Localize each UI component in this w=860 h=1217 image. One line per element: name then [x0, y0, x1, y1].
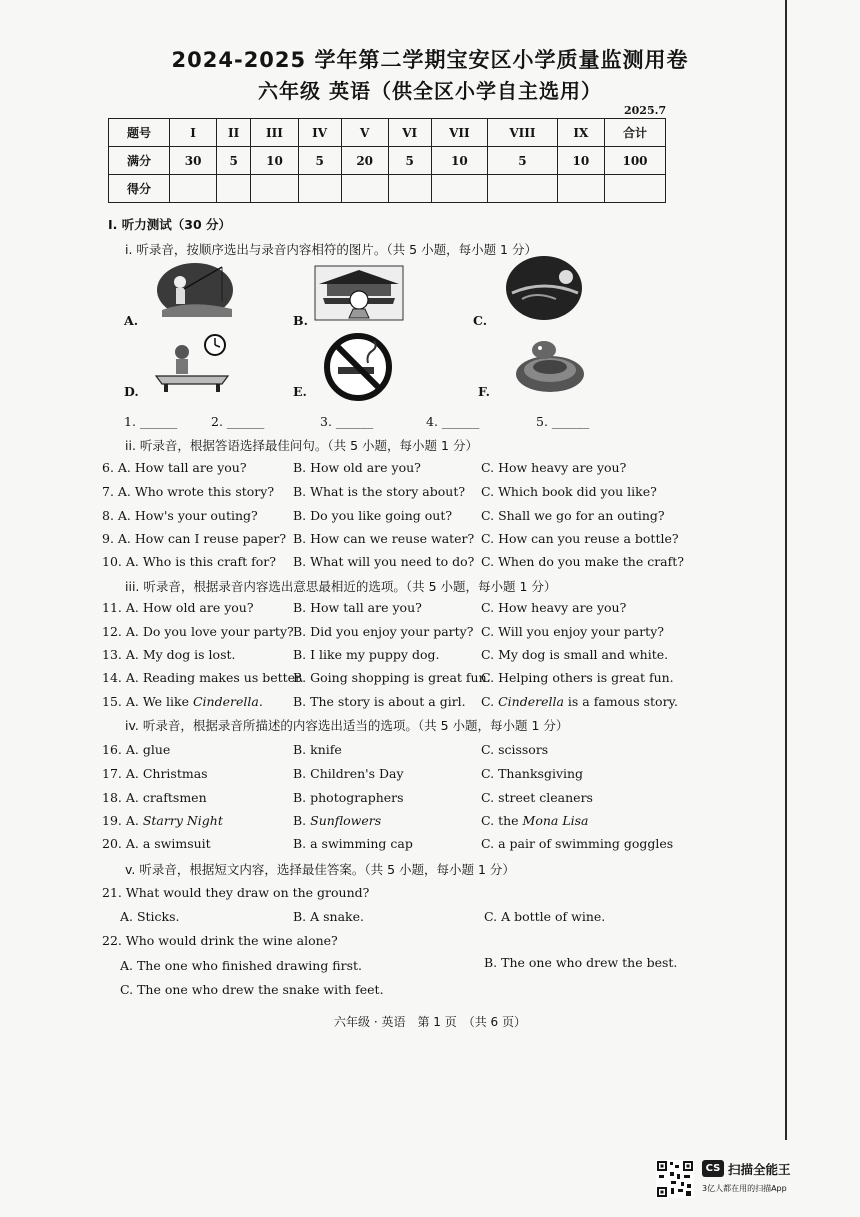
question-stem: 22. Who would drink the wine alone? [102, 933, 338, 948]
part-iv-instruction: iv. 听录音，根据录音所描述的内容选出适当的选项。（共 5 小题，每小题 1 分） [125, 718, 569, 733]
full-mark-cell: 100 [605, 147, 666, 175]
no-smoking-icon [322, 331, 394, 403]
option-a[interactable]: 14. A. Reading makes us better. [102, 670, 304, 685]
option-a[interactable]: 7. A. Who wrote this story? [102, 484, 275, 499]
full-mark-cell: 5 [217, 147, 251, 175]
qr-code-icon[interactable] [656, 1160, 694, 1198]
option-text: . [258, 694, 263, 709]
option-b[interactable]: B. Going shopping is great fun. [293, 670, 491, 685]
col-header: I [170, 119, 217, 147]
exam-title: 2024-2025 学年第二学期宝安区小学质量监测用卷 [171, 48, 689, 72]
full-mark-cell: 10 [251, 147, 298, 175]
row-label: 得分 [109, 175, 170, 203]
picture-label: A. [124, 313, 139, 328]
score-cell[interactable] [341, 175, 388, 203]
option-b[interactable]: B. a swimming cap [293, 836, 413, 851]
book-title: Cinderella [192, 694, 259, 709]
option-b[interactable]: B. The one who drew the best. [484, 955, 678, 970]
col-header: VI [388, 119, 431, 147]
part-iii-instruction: iii. 听录音，根据录音内容选出意思最相近的选项。（共 5 小题，每小题 1 分） [125, 579, 557, 594]
page-edge-line [785, 0, 787, 1140]
option-a[interactable]: 17. A. Christmas [102, 766, 208, 781]
option-a[interactable]: 13. A. My dog is lost. [102, 647, 236, 662]
option-b[interactable]: B. How can we reuse water? [293, 531, 475, 546]
option-text: C. [481, 694, 499, 709]
score-cell[interactable] [170, 175, 217, 203]
option-c[interactable]: C. Thanksgiving [481, 766, 584, 781]
option-c[interactable]: C. The one who drew the snake with feet. [120, 982, 384, 997]
option-a[interactable] [102, 813, 223, 828]
option-b[interactable]: B. Children's Day [293, 766, 404, 781]
answer-blank[interactable]: 2. ______ [211, 414, 265, 429]
picture-label: F. [478, 384, 490, 399]
col-header-total: 合计 [605, 119, 666, 147]
option-c[interactable]: C. Which book did you like? [481, 484, 657, 499]
option-c[interactable]: C. a pair of swimming goggles [481, 836, 674, 851]
option-b[interactable] [293, 813, 381, 828]
option-c[interactable] [481, 694, 678, 709]
row-label: 满分 [109, 147, 170, 175]
answer-blank[interactable]: 4. ______ [426, 414, 480, 429]
picture-label: E. [293, 384, 307, 399]
score-table-row-number [109, 119, 666, 147]
page-footer: 六年级 · 英语 第 1 页 （共 6 页） [334, 1015, 526, 1029]
swimming-picture [504, 253, 586, 323]
score-table [108, 118, 666, 203]
col-header: III [251, 119, 298, 147]
option-a[interactable]: 18. A. craftsmen [102, 790, 207, 805]
answer-blank[interactable]: 3. ______ [320, 414, 374, 429]
full-mark-cell: 5 [488, 147, 558, 175]
option-b[interactable]: B. How tall are you? [293, 600, 422, 615]
answer-blank[interactable]: 5. ______ [536, 414, 590, 429]
score-cell[interactable] [557, 175, 604, 203]
picture-label: D. [124, 384, 139, 399]
option-a[interactable]: 6. A. How tall are you? [102, 460, 247, 475]
option-a[interactable]: 9. A. How can I reuse paper? [102, 531, 287, 546]
painting-title: Starry Night [142, 813, 223, 828]
painting-title: Mona Lisa [522, 813, 589, 828]
option-b[interactable]: B. knife [293, 742, 342, 757]
option-a[interactable]: 20. A. a swimsuit [102, 836, 211, 851]
score-cell[interactable] [605, 175, 666, 203]
option-text: 15. A. We like [102, 694, 193, 709]
craft-table-picture [152, 332, 234, 394]
score-cell[interactable] [251, 175, 298, 203]
option-c[interactable]: C. How heavy are you? [481, 600, 627, 615]
score-cell[interactable] [431, 175, 487, 203]
option-c[interactable]: C. street cleaners [481, 790, 593, 805]
col-header: VIII [488, 119, 558, 147]
score-cell[interactable] [488, 175, 558, 203]
snake-picture [510, 330, 588, 398]
part-ii-instruction: ii. 听录音，根据答语选择最佳问句。（共 5 小题，每小题 1 分） [125, 438, 478, 453]
option-b[interactable]: B. How old are you? [293, 460, 421, 475]
option-a[interactable]: A. Sticks. [120, 909, 180, 924]
scanner-tagline: 3亿人都在用的扫描App [702, 1184, 787, 1193]
option-a[interactable]: 16. A. glue [102, 742, 171, 757]
option-c[interactable]: C. When do you make the craft? [481, 554, 684, 569]
palace-girl-picture [313, 262, 405, 324]
row-label: 题号 [109, 119, 170, 147]
full-mark-cell: 10 [557, 147, 604, 175]
full-mark-cell: 30 [170, 147, 217, 175]
score-cell[interactable] [217, 175, 251, 203]
option-c[interactable]: C. Shall we go for an outing? [481, 508, 665, 523]
option-b[interactable]: B. A snake. [293, 909, 364, 924]
exam-date: 2025.7 [624, 104, 667, 117]
col-header: VII [431, 119, 487, 147]
option-text: is a famous story. [563, 694, 678, 709]
option-b[interactable]: B. Do you like going out? [293, 508, 453, 523]
book-title: Cinderella [498, 694, 564, 709]
option-c[interactable] [481, 813, 588, 828]
score-cell[interactable] [388, 175, 431, 203]
score-table-row-full-marks [109, 147, 666, 175]
option-b[interactable]: B. Did you enjoy your party? [293, 624, 474, 639]
option-c[interactable]: C. Helping others is great fun. [481, 670, 674, 685]
scanner-app-name: 扫描全能王 [728, 1162, 791, 1177]
option-a[interactable]: A. The one who finished drawing first. [120, 958, 363, 973]
scanner-logo: CS [702, 1160, 724, 1177]
col-header: IX [557, 119, 604, 147]
exam-subtitle: 六年级 英语（供全区小学自主选用） [258, 79, 602, 103]
option-b[interactable]: B. What is the story about? [293, 484, 466, 499]
full-mark-cell: 10 [431, 147, 487, 175]
option-c[interactable]: C. scissors [481, 742, 549, 757]
option-c[interactable]: C. My dog is small and white. [481, 647, 669, 662]
fishing-scene-picture [150, 255, 235, 320]
option-a[interactable]: 8. A. How's your outing? [102, 508, 258, 523]
col-header: IV [298, 119, 341, 147]
section-title: I. 听力测试（30 分） [108, 217, 231, 232]
option-a[interactable]: 12. A. Do you love your party? [102, 624, 294, 639]
option-b[interactable]: B. What will you need to do? [293, 554, 475, 569]
painting-title: Sunflowers [310, 813, 382, 828]
score-table-row-score [109, 175, 666, 203]
full-mark-cell: 5 [388, 147, 431, 175]
question-stem: 21. What would they draw on the ground? [102, 885, 370, 900]
option-c[interactable]: C. Will you enjoy your party? [481, 624, 664, 639]
option-b[interactable]: B. photographers [293, 790, 404, 805]
option-a[interactable]: 11. A. How old are you? [102, 600, 254, 615]
picture-label: C. [473, 313, 488, 328]
option-text: C. the [481, 813, 523, 828]
option-text: 19. A. [102, 813, 143, 828]
col-header: V [341, 119, 388, 147]
option-c[interactable]: C. How can you reuse a bottle? [481, 531, 679, 546]
full-mark-cell: 5 [298, 147, 341, 175]
picture-label: B. [293, 313, 308, 328]
part-v-instruction: v. 听录音，根据短文内容，选择最佳答案。（共 5 小题，每小题 1 分） [125, 862, 515, 877]
option-b[interactable]: B. The story is about a girl. [293, 694, 466, 709]
option-c[interactable]: C. A bottle of wine. [484, 909, 606, 924]
answer-blank[interactable]: 1. ______ [124, 414, 178, 429]
option-a[interactable]: 10. A. Who is this craft for? [102, 554, 276, 569]
score-cell[interactable] [298, 175, 341, 203]
option-a[interactable] [102, 694, 263, 709]
option-c[interactable]: C. How heavy are you? [481, 460, 627, 475]
col-header: II [217, 119, 251, 147]
part-i-instruction: i. 听录音，按顺序选出与录音内容相符的图片。（共 5 小题，每小题 1 分） [125, 242, 537, 257]
option-text: B. [293, 813, 311, 828]
option-b[interactable]: B. I like my puppy dog. [293, 647, 440, 662]
full-mark-cell: 20 [341, 147, 388, 175]
